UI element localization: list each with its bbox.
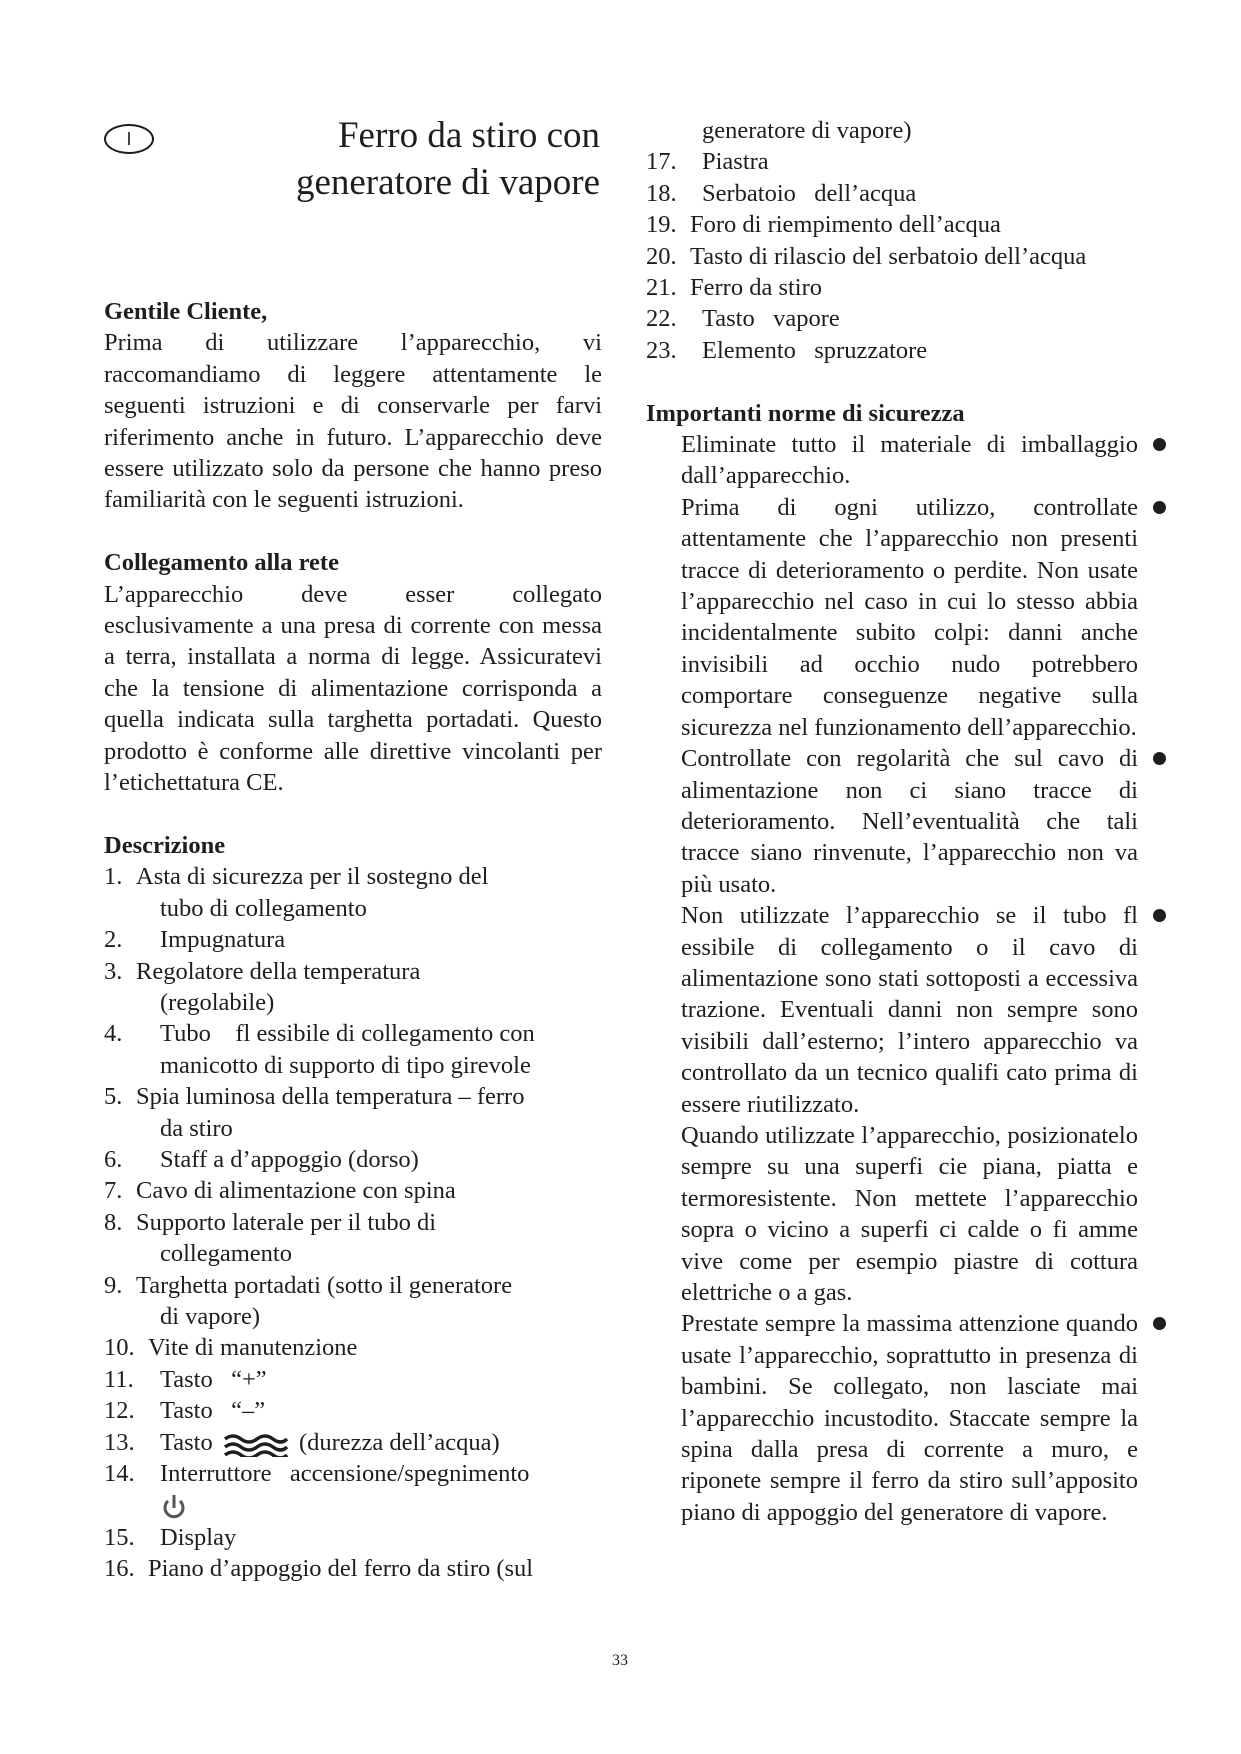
network-heading: Collegamento alla rete <box>104 549 339 577</box>
list-item: 3. Regolatore della temperatura (regolabile) <box>104 957 421 1016</box>
safety-item: Eliminate tutto il materiale di imballaggio dall’apparecchio. <box>646 429 1166 492</box>
list-item: generatore di vapore) <box>702 117 912 144</box>
bullet-icon <box>1153 909 1166 922</box>
list-item: 20. Tasto di rilascio del serbatoio dell’acqua <box>646 242 1087 270</box>
safety-item: Controllate con regolarità che sul cavo di alimentazione non ci siano tracce di deterioramento. Nell’eventualità che tali tracce siano rinvenute, l’apparecchio non va più usato. <box>646 743 1166 900</box>
description-list-continued <box>646 115 1166 366</box>
list-item: 16. Piano d’appoggio del ferro da stiro (sul <box>104 1555 534 1583</box>
list-item: 23. Elemento spruzzatore <box>646 336 928 364</box>
list-item: 6. Staff a d’appoggio (dorso) <box>104 1145 419 1173</box>
description-list <box>104 861 602 1584</box>
left-column <box>104 296 602 1585</box>
list-item: 22. Tasto vapore <box>646 305 840 333</box>
list-item: 18. Serbatoio dell’acqua <box>646 179 917 207</box>
safety-heading: Importanti norme di sicurezza <box>646 399 965 427</box>
title-line-2: generatore di vapore <box>295 162 600 203</box>
list-item: 9. Targhetta portadati (sotto il generatore di vapore) <box>104 1271 513 1330</box>
safety-list <box>646 429 1166 1528</box>
right-column <box>646 115 1166 1528</box>
list-item: 15. Display <box>104 1523 237 1551</box>
list-item: 14. Interruttore accensione/spegnimento <box>104 1458 602 1522</box>
intro-paragraph: Prima di utilizzare l’apparecchio, vi raccomandiamo di leggere attentamente le seguenti istruzioni e di conservarle per farvi riferimento anche in futuro. L’apparecchio deve essere utilizzato solo da persone che hanno preso familiarità con le seguenti istruzioni. <box>104 329 602 514</box>
list-item: 8. Supporto laterale per il tubo di collegamento <box>104 1208 437 1268</box>
list-item: 13. Tasto (durezza dell’acqua) <box>104 1427 602 1458</box>
list-item: 21. Ferro da stiro <box>646 274 822 302</box>
list-item: 2. Impugnatura <box>104 926 286 954</box>
list-item: 5. Spia luminosa della temperatura – ferro da stiro <box>104 1083 525 1142</box>
safety-item: Prestate sempre la massima attenzione quando usate l’apparecchio, soprattutto in presenza di bambini. Se collegato, non lasciate mai l’apparecchio incustodito. Staccate sempre la spina dalla presa di corrente a muro, e riponete sempre il ferro da stiro sull’apposito piano di appoggio del generatore di vapore. <box>646 1308 1166 1528</box>
bullet-icon <box>1153 1317 1166 1330</box>
safety-item: Non utilizzate l’apparecchio se il tubo fl essibile di collegamento o il cavo di alimentazione sono stati sottoposti a eccessiva trazione. Eventuali danni non sempre sono visibili dall’esterno; l’intero apparecchio va controllato da un tecnico qualifi cato prima di essere riutilizzato. <box>646 900 1166 1120</box>
list-item: 17. Piastra <box>646 148 769 176</box>
bullet-icon <box>1153 501 1166 514</box>
language-badge: I <box>104 124 154 154</box>
title-line-1: Ferro da stiro con <box>337 115 600 156</box>
safety-item: Prima di ogni utilizzo, controllate attentamente che l’apparecchio non presenti tracce di deterioramento o perdite. Non usate l’apparecchio nel caso in cui lo stesso abbia incidentalmente subito colpi: danni anche invisibili ad occhio nudo potrebbero comportare conseguenze negative sulla sicurezza nel funzionamento dell’apparecchio. <box>646 492 1166 743</box>
safety-item: Quando utilizzate l’apparecchio, posizionatelo sempre su una superfi cie piana, piatta e termoresistente. Non mettete l’apparecchio sopra o vicino a superfi ci calde o fi amme vive come per esempio piastre di cottura elettriche o a gas. <box>681 1121 1138 1307</box>
bullet-icon <box>1153 752 1166 765</box>
bullet-icon <box>1153 438 1166 451</box>
list-item: 7. Cavo di alimentazione con spina <box>104 1177 456 1205</box>
list-item: 10. Vite di manutenzione <box>104 1334 358 1362</box>
water-hardness-icon <box>223 1431 289 1457</box>
page-title <box>180 112 600 206</box>
list-item: 1. Asta di sicurezza per il sostegno del tubo di collegamento <box>104 863 489 922</box>
list-item: 19. Foro di riempimento dell’acqua <box>646 211 1001 239</box>
network-paragraph: L’apparecchio deve esser collegato esclusivamente a una presa di corrente con messa a terra, installata a norma di legge. Assicuratevi che la tensione di alimentazione corrisponda a quella indicata sulla targhetta portadati. Questo prodotto è conforme alle direttive vincolanti per l’etichettatura CE. <box>104 580 602 797</box>
list-item: 4. Tubo fl essibile di collegamento con manicotto di supporto di tipo girevole <box>104 1020 535 1079</box>
list-item: 11. Tasto “+” <box>104 1365 267 1393</box>
page-number: 33 <box>612 1652 628 1669</box>
description-heading: Descrizione <box>104 831 226 859</box>
power-icon <box>160 1492 188 1522</box>
list-item: 12. Tasto “–” <box>104 1397 266 1425</box>
greeting-heading: Gentile Cliente, <box>104 298 268 325</box>
